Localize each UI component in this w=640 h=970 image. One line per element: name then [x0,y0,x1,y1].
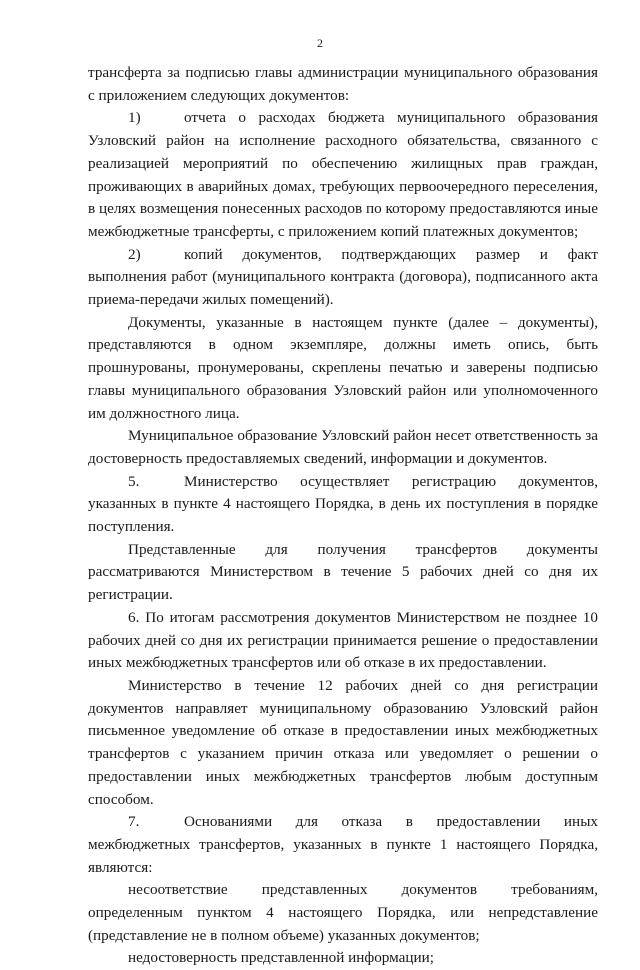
list-item-1 [88,107,598,243]
clause-number: 7. [128,813,140,831]
list-item-text: копий документов, подтверждающих размер и факт выполнения работ (муниципального контракта (договора), подписанного акта приема-передачи жилых помещений). [88,245,598,309]
list-item-text: отчета о расходах бюджета муниципального образования Узловский район на исполнение расходного обязательства, связанного с реализацией мероприятий по обеспечению жилищных прав граждан, проживающих в аварийных домах, требующих первоочередного переселения, в целях возмещения понесенных расходов по которому предоставляются иные межбюджетные трансферты, с приложением копий платежных документов; [88,109,598,240]
paragraph-notification: Министерство в течение 12 рабочих дней со дня регистрации документов направляет муниципальному образованию Узловский район письменное уведомление об отказе в предоставлении иных межбюджетных трансфертов с указанием причин отказа или уведомляет о решении о предоставлении иных межбюджетных трансфертов любым доступным способом. [88,676,598,808]
document-body [88,62,598,970]
clause-text: Основаниями для отказа в предоставлении иных межбюджетных трансфертов, указанных в пункте 1 настоящего Порядка, являются: [88,813,598,876]
paragraph-documents-requirements: Документы, указанные в настоящем пункте (далее – документы), представляются в одном экземпляре, должны иметь опись, быть прошнурованы, пронумерованы, скреплены печатью и заверены подписью главы муниципального образования Узловский район или уполномоченного им должностного лица. [88,313,598,422]
clause-number: 5. [128,472,140,490]
paragraph-responsibility: Муниципальное образование Узловский район несет ответственность за достоверность предоставляемых сведений, информации и документов. [88,427,598,467]
clause-text: Министерство осуществляет регистрацию документов, указанных в пункте 4 настоящего Порядка, в день их поступления в порядке поступления. [88,472,598,536]
clause-6: 6. По итогам рассмотрения документов Министерством не позднее 10 рабочих дней со дня их регистрации принимается решение о предоставлении иных межбюджетных трансфертов или об отказе в их предоставлении. [88,608,598,672]
paragraph-review-period: Представленные для получения трансфертов документы рассматриваются Министерством в течение 5 рабочих дней со дня их регистрации. [88,540,598,604]
list-item-2 [88,244,598,312]
page-number: 2 [317,36,323,50]
refusal-ground-1: несоответствие представленных документов требованиям, определенным пунктом 4 настоящего Порядка, или непредставление (представление не в полном объеме) указанных документов; [88,881,598,944]
list-item-number: 1) [128,109,141,127]
paragraph-continuation: трансферта за подписью главы администрации муниципального образования с приложением следующих документов: [88,64,598,104]
refusal-ground-2: недостоверность представленной информации; [128,949,435,967]
clause-7 [88,811,598,879]
list-item-number: 2) [128,245,141,263]
clause-5 [88,471,598,539]
